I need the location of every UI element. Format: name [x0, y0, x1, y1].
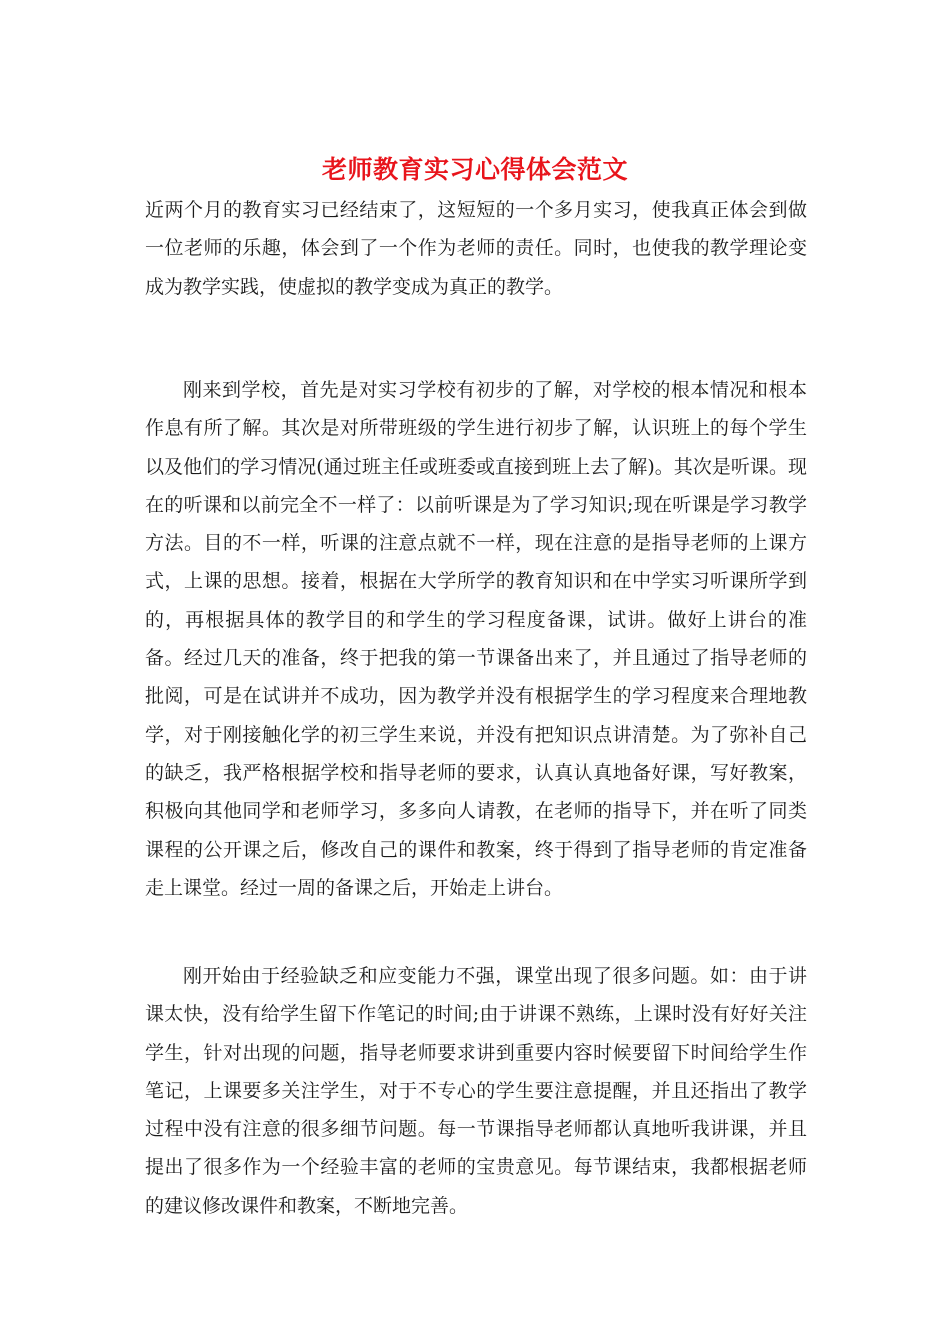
paragraph-teaching: 刚开始由于经验缺乏和应变能力不强，课堂出现了很多问题。如：由于讲课太快，没有给学生留下作笔记的时间;由于讲课不熟练，上课时没有好好关注学生，针对出现的问题，指导老师要求讲到重要内容时候要留下时间给学生作笔记，上课要多关注学生，对于不专心的学生要注意提醒，并且还指出了教学过程中没有注意的很多细节问题。每一节课指导老师都认真地听我讲课，并且提出了很多作为一个经验丰富的老师的宝贵意见。每节课结束，我都根据老师的建议修改课件和教案，不断地完善。 [145, 965, 807, 1217]
document-title: 老师教育实习心得体会范文 [321, 155, 628, 184]
paragraph-preparation: 刚来到学校，首先是对实习学校有初步的了解，对学校的根本情况和根本作息有所了解。其次是对所带班级的学生进行初步了解，认识班上的每个学生以及他们的学习情况(通过班主任或班委或直接到班上去了解)。其次是听课。现在的听课和以前完全不一样了：以前听课是为了学习知识;现在听课是学习教学方法。目的不一样，听课的注意点就不一样，现在注意的是指导老师的上课方式，上课的思想。接着，根据在大学所学的教育知识和在中学实习听课所学到的，再根据具体的教学目的和学生的学习程度备课，试讲。做好上讲台的准备。经过几天的准备，终于把我的第一节课备出来了，并且通过了指导老师的批阅，可是在试讲并不成功，因为教学并没有根据学生的学习程度来合理地教学，对于刚接触化学的初三学生来说，并没有把知识点讲清楚。为了弥补自己的缺乏，我严格根据学校和指导老师的要求，认真认真地备好课，写好教案，积极向其他同学和老师学习，多多向人请教，在老师的指导下，并在听了同类课程的公开课之后，修改自己的课件和教案，终于得到了指导老师的肯定准备走上课堂。经过一周的备课之后，开始走上讲台。 [145, 379, 807, 899]
paragraph-intro: 近两个月的教育实习已经结束了，这短短的一个多月实习，使我真正体会到做一位老师的乐趣，体会到了一个作为老师的责任。同时，也使我的教学理论变成为教学实践，使虚拟的教学变成为真正的教学。 [145, 199, 807, 298]
